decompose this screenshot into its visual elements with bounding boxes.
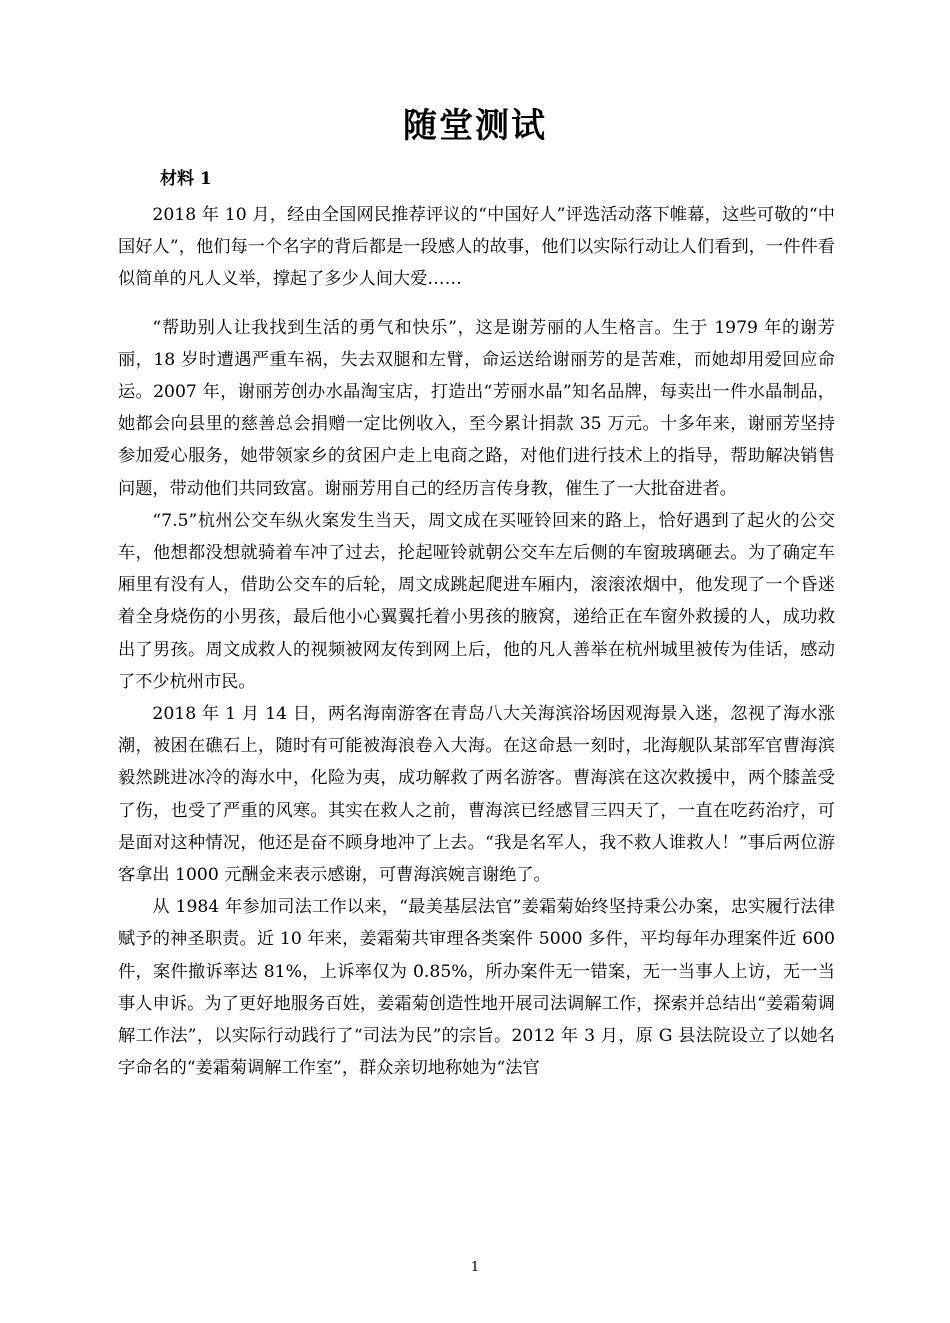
page-number: 1 — [470, 1260, 480, 1275]
paragraph-jiang-shuangju: 从 1984 年参加司法工作以来，“最美基层法官”姜霜菊始终坚持秉公办案，忠实履行法律赋予的神圣职责。近 10 年来，姜霜菊共审理各类案件 5000 多件，平均每年办理案件近 600 件，案件撤诉率达 81%，上诉率仅为 0.85%，所办案件无一错案，无一当事人上访，无一当事人申诉。为了更好地服务百姓，姜霜菊创造性地开展司法调解工作，探索并总结出“姜霜菊调解工作法”，以实际行动践行了“司法为民”的宗旨。2012 年 3 月，原 G 县法院设立了以她名字命名的“姜霜菊调解工作室”，群众亲切地称她为“法官 — [118, 897, 835, 1079]
document-body — [118, 199, 835, 1084]
paragraph-zhou-wencheng: “7.5”杭州公交车纵火案发生当天，周文成在买哑铃回来的路上，恰好遇到了起火的公交车，他想都没想就骑着车冲了过去，抡起哑铃就朝公交车左后侧的车窗玻璃砸去。为了确定车厢里有没有人，借助公交车的后轮，周文成跳起爬进车厢内，滚滚浓烟中，他发现了一个昏迷着全身烧伤的小男孩，最后他小心翼翼托着小男孩的腋窝，递给正在车窗外救援的人，成功救出了男孩。周文成救人的视频被网友传到网上后，他的凡人善举在杭州城里被传为佳话，感动了不少杭州市民。 — [118, 510, 835, 692]
paragraph-xie-fangli: “帮助别人让我找到生活的勇气和快乐”，这是谢芳丽的人生格言。生于 1979 年的谢芳丽，18 岁时遭遇严重车祸，失去双腿和左臂，命运送给谢丽芳的是苦难，而她却用爱回应命运。2007 年，谢丽芳创办水晶淘宝店，打造出“芳丽水晶”知名品牌，每卖出一件水晶制品，她都会向县里的慈善总会捐赠一定比例收入，至今累计捐款 35 万元。十多年来，谢丽芳坚持参加爱心服务，她带领家乡的贫困户走上电商之路，对他们进行技术上的指导，帮助解决销售问题，带动他们共同致富。谢丽芳用自己的经历言传身教，催生了一大批奋进者。 — [118, 317, 835, 499]
paragraph-intro: 2018 年 10 月，经由全国网民推荐评议的“中国好人”评选活动落下帷幕，这些可敬的“中国好人”，他们每一个名字的背后都是一段感人的故事，他们以实际行动让人们看到，一件件看似简单的凡人义举，撑起了多少人间大爱…… — [118, 205, 835, 290]
paragraph-cao-haibin: 2018 年 1 月 14 日，两名海南游客在青岛八大关海滨浴场因观海景入迷，忽视了海水涨潮，被困在礁石上，随时有可能被海浪卷入大海。在这命悬一刻时，北海舰队某部军官曹海滨毅然跳进冰冷的海水中，化险为夷，成功解救了两名游客。曹海滨在这次救援中，两个膝盖受了伤，也受了严重的风寒。其实在救人之前，曹海滨已经感冒三四天了，一直在吃药治疗，可是面对这种情况，他还是奋不顾身地冲了上去。“我是名军人，我不救人谁救人！”事后两位游客拿出 1000 元酬金来表示感谢，可曹海滨婉言谢绝了。 — [118, 704, 835, 886]
section-heading: 材料 1 — [160, 169, 212, 189]
page-title: 随堂测试 — [403, 106, 547, 146]
